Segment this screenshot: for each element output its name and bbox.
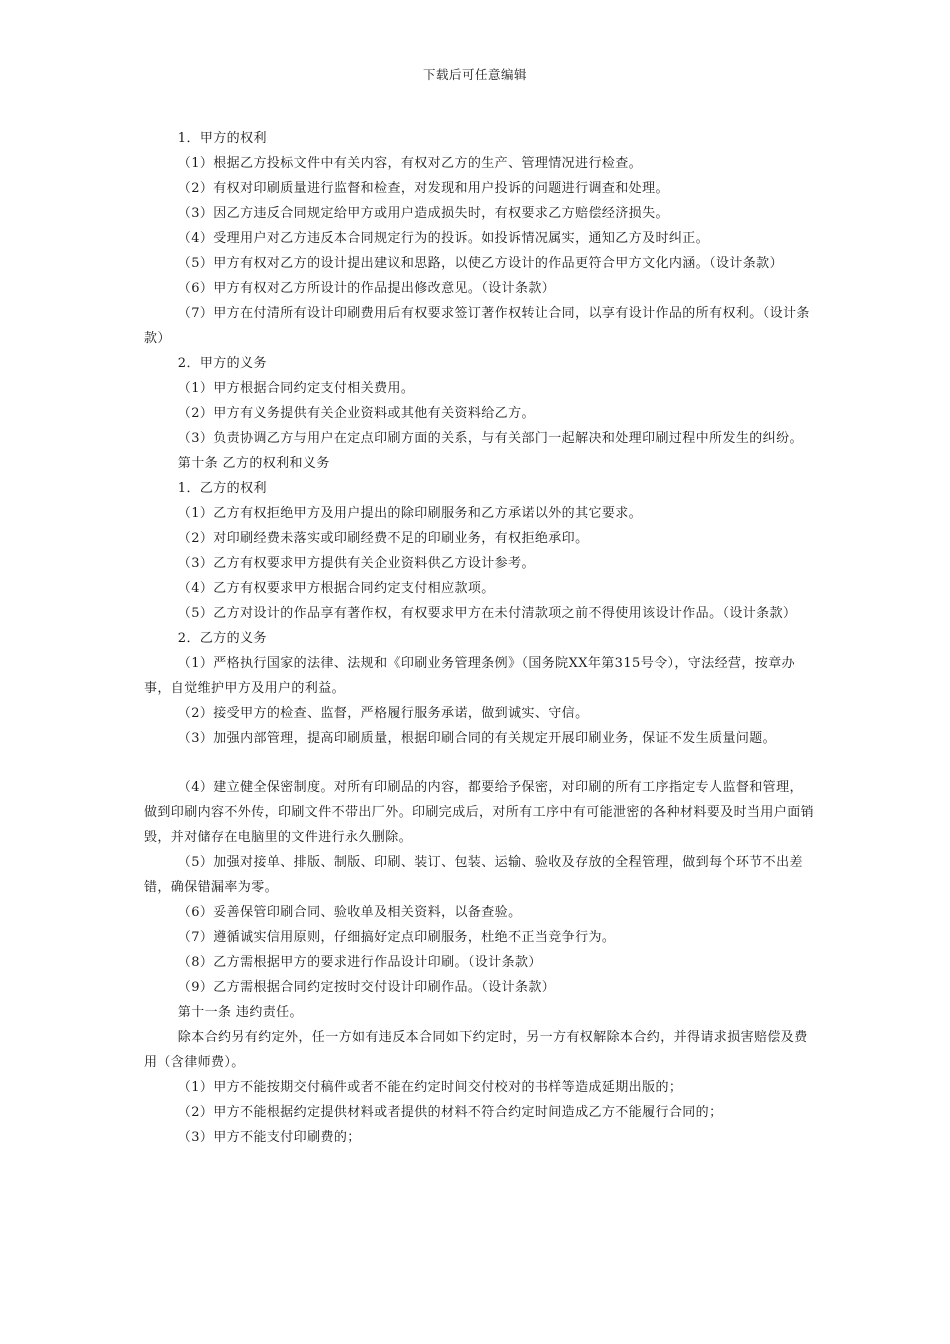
clause-item: （3）加强内部管理，提高印刷质量，根据印刷合同的有关规定开展印刷业务，保证不发生质量问题。 <box>177 731 777 746</box>
body-paragraph: 除本合约另有约定外，任一方如有违反本合同如下约定时，另一方有权解除本合约，并得请求损害赔偿及费用（含律师费）。 <box>144 1030 808 1070</box>
clause-item: （3）负责协调乙方与用户在定点印刷方面的关系，与有关部门一起解决和处理印刷过程中所发生的纠纷。 <box>177 431 803 446</box>
clause-item: （2）甲方有义务提供有关企业资料或其他有关资料给乙方。 <box>177 406 535 421</box>
clause-item: （4）受理用户对乙方违反本合同规定行为的投诉。如投诉情况属实，通知乙方及时纠正。 <box>177 231 710 246</box>
clause-item: （2）对印刷经费未落实或印刷经费不足的印刷业务，有权拒绝承印。 <box>177 531 589 546</box>
clause-item: （2）有权对印刷质量进行监督和检查，对发现和用户投诉的问题进行调查和处理。 <box>177 181 669 196</box>
section-heading: 1．乙方的权利 <box>177 481 267 496</box>
clause-item: （3）因乙方违反合同规定给甲方或用户造成损失时，有权要求乙方赔偿经济损失。 <box>177 206 669 221</box>
clause-item: （1）根据乙方投标文件中有关内容，有权对乙方的生产、管理情况进行检查。 <box>177 156 643 171</box>
article-heading: 第十一条 违约责任。 <box>177 1005 303 1020</box>
section-heading: 2．甲方的义务 <box>177 356 267 371</box>
clause-item: （6）妥善保管印刷合同、验收单及相关资料，以备查验。 <box>177 905 522 920</box>
clause-item: （4）建立健全保密制度。对所有印刷品的内容，都要给予保密，对印刷的所有工序指定专人监督和管理，做到印刷内容不外传，印刷文件不带出厂外。印刷完成后，对所有工序中有可能泄密的各种材料要及时当用户面销毁，并对储存在电脑里的文件进行永久删除。 <box>144 780 815 845</box>
clause-item: （8）乙方需根据甲方的要求进行作品设计印刷。（设计条款） <box>177 955 542 970</box>
clause-item: （2）甲方不能根据约定提供材料或者提供的材料不符合约定时间造成乙方不能履行合同的； <box>177 1105 723 1120</box>
article-heading: 第十条 乙方的权利和义务 <box>177 456 330 471</box>
clause-item: （9）乙方需根据合同约定按时交付设计印刷作品。（设计条款） <box>177 980 556 995</box>
clause-item: （7）甲方在付清所有设计印刷费用后有权要求签订著作权转让合同，以享有设计作品的所有权利。（设计条款） <box>144 306 810 346</box>
page-header: 下载后可任意编辑 <box>422 67 527 82</box>
clause-item: （1）甲方根据合同约定支付相关费用。 <box>177 381 415 396</box>
clause-item: （2）接受甲方的检查、监督，严格履行服务承诺，做到诚实、守信。 <box>177 706 589 721</box>
clause-item: （1）甲方不能按期交付稿件或者不能在约定时间交付校对的书样等造成延期出版的； <box>177 1080 683 1095</box>
clause-item: （5）乙方对设计的作品享有著作权，有权要求甲方在未付清款项之前不得使用该设计作品。（设计条款） <box>177 606 797 621</box>
clause-item: （6）甲方有权对乙方所设计的作品提出修改意见。（设计条款） <box>177 281 556 296</box>
clause-item: （1）严格执行国家的法律、法规和《印刷业务管理条例》（国务院XX年第315号令），守法经营，按章办事，自觉维护甲方及用户的利益。 <box>144 656 795 696</box>
clause-item: （5）甲方有权对乙方的设计提出建议和思路，以使乙方设计的作品更符合甲方文化内涵。（设计条款） <box>177 256 783 271</box>
section-heading: 1．甲方的权利 <box>177 131 267 146</box>
clause-item: （4）乙方有权要求甲方根据合同约定支付相应款项。 <box>177 581 495 596</box>
clause-item: （3）甲方不能支付印刷费的； <box>177 1130 361 1145</box>
clause-item: （5）加强对接单、排版、制版、印刷、装订、包装、运输、验收及存放的全程管理，做到每个环节不出差错，确保错漏率为零。 <box>144 855 803 895</box>
clause-item: （7）遵循诚实信用原则，仔细搞好定点印刷服务，杜绝不正当竞争行为。 <box>177 930 616 945</box>
section-heading: 2．乙方的义务 <box>177 631 267 646</box>
document-body <box>144 126 816 1150</box>
clause-item: （3）乙方有权要求甲方提供有关企业资料供乙方设计参考。 <box>177 556 535 571</box>
clause-item: （1）乙方有权拒绝甲方及用户提出的除印刷服务和乙方承诺以外的其它要求。 <box>177 506 643 521</box>
